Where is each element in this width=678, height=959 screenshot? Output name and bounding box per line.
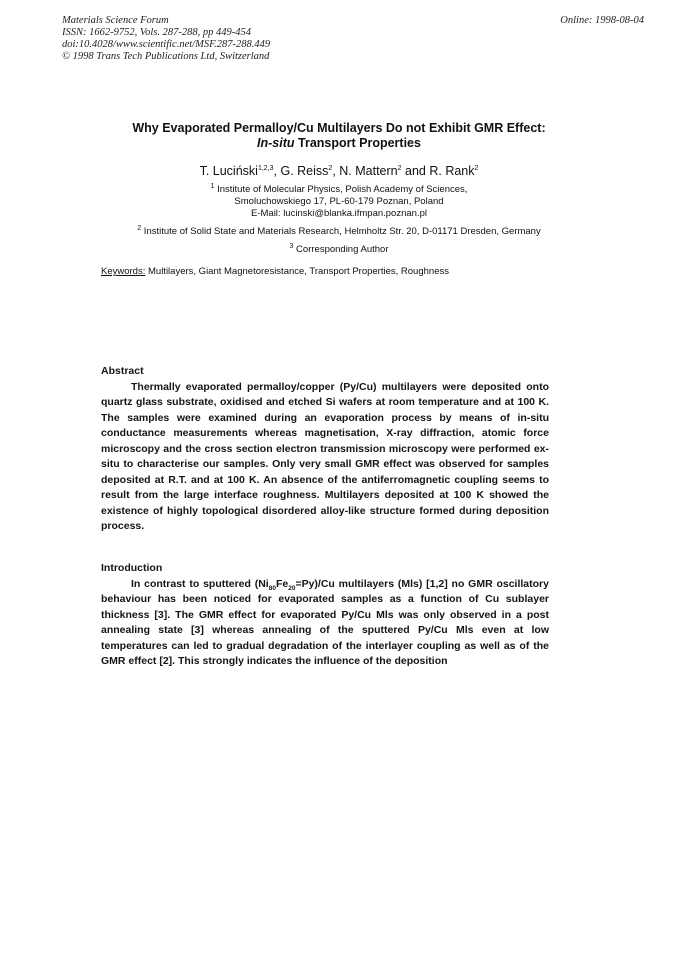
doi-line: doi:10.4028/www.scientific.net/MSF.287-288.449: [62, 39, 271, 50]
abstract-heading: Abstract: [101, 365, 144, 377]
title-italic-part: In-situ: [257, 136, 295, 150]
affiliation-2: [80, 226, 598, 238]
author-name: N. Mattern: [339, 164, 398, 178]
affiliation-1-line-2: Smoluchowskiego 17, PL-60-179 Poznan, Poland: [234, 196, 444, 207]
author-name: R. Rank: [429, 164, 475, 178]
author-affil-mark: 2: [328, 164, 333, 172]
introduction-heading: Introduction: [101, 562, 163, 574]
abstract-section: [101, 364, 549, 535]
affiliation-3: [80, 244, 598, 256]
online-date: Online: 1998-08-04: [560, 15, 644, 26]
author-separator: ,: [332, 164, 340, 178]
keywords-line: [101, 266, 449, 277]
author-list: [80, 164, 598, 178]
issn-line: ISSN: 1662-9752, Vols. 287-288, pp 449-454: [62, 27, 251, 38]
author-separator: and: [401, 164, 430, 178]
introduction-section: [101, 561, 549, 670]
keywords-label: Keywords:: [101, 266, 146, 277]
author-name: T. Luciński: [199, 164, 258, 178]
affiliation-2-text: Institute of Solid State and Materials Research, Helmholtz Str. 20, D-01171 Dresden, Germany: [141, 226, 541, 237]
introduction-paragraph: In contrast to sputtered $(Ni_{80}Fe_{20}=Py)/Cu$ multilayers (Mls) [1,2] no GMR oscillatory behaviour has been noticed for evaporated samples as a function of Cu sublayer thickness [3]. The GMR effect for evaporated Py/Cu Mls was only observed in a post annealing state [3] whereas annealing of the sputtered Py/Cu Mls even at low temperatures can led to gradual degradation of the interlayer coupling as well as of the GMR effect [2]. This strongly indicates the influence of the deposition: [101, 577, 549, 667]
title-line-1: Why Evaporated Permalloy/Cu Multilayers Do not Exhibit GMR Effect:: [132, 121, 546, 135]
title-line-2: [80, 136, 598, 151]
copyright-line: © 1998 Trans Tech Publications Ltd, Switzerland: [62, 51, 270, 62]
journal-header: [62, 15, 270, 63]
affiliation-mark: 3: [289, 242, 294, 250]
affiliation-3-text: Corresponding Author: [293, 244, 389, 255]
affiliation-1-email: E-Mail: lucinski@blanka.ifmpan.poznan.pl: [251, 208, 427, 219]
author-name: G. Reiss: [280, 164, 329, 178]
affiliation-1-line-1: Institute of Molecular Physics, Polish Academy of Sciences,: [214, 184, 468, 195]
abstract-paragraph: Thermally evaporated permalloy/copper (Py/Cu) multilayers were deposited onto quartz glass substrate, oxidised and etched Si wafers at room temperature and at 100 K. The samples were examined during an evaporation process by means of in-situ conductance measurements whereas magnetisation, X-ray diffraction, atomic force microscopy and the cross section electron transmission microscopy were performed ex-situ to characterise our samples. Only very small GMR effect was observed for samples deposited at R.T. and at 100 K. An absence of the antiferromagnetic coupling seems to result from the large interface roughness. Multilayers deposited at 100 K showed the existence of highly topological disordered alloy-like structure formed during deposition process.: [101, 380, 549, 532]
title-rest: Transport Properties: [294, 136, 421, 150]
affiliation-mark: 1: [210, 182, 215, 190]
keywords-text: Multilayers, Giant Magnetoresistance, Transport Properties, Roughness: [145, 266, 449, 277]
author-affil-mark: 1,2,3: [257, 164, 274, 172]
author-affil-mark: 2: [397, 164, 402, 172]
paper-title: [80, 121, 598, 151]
author-separator: ,: [273, 164, 281, 178]
affiliation-mark: 2: [137, 224, 142, 232]
affiliation-1: [80, 184, 598, 220]
journal-name: Materials Science Forum: [62, 15, 169, 26]
author-affil-mark: 2: [474, 164, 479, 172]
